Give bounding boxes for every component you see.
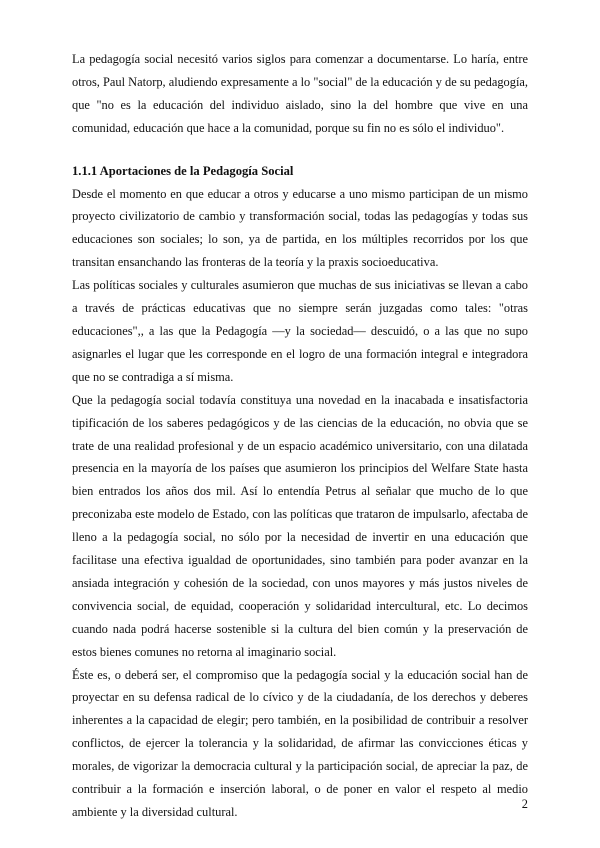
section-heading: 1.1.1 Aportaciones de la Pedagogía Social (72, 163, 294, 178)
page-number: 2 (521, 797, 528, 811)
body-paragraph-1: Desde el momento en que educar a otros y educarse a uno mismo participan de un mismo proyecto civilizatorio de cambio y transformación social, todas las pedagogías y todas sus educaciones son sociales; lo son, ya de partida, en los múltiples recorridos por los que transitan ensanchando las fronteras de la teoría y la praxis socioeducativa. (72, 186, 528, 270)
body-paragraph-3: Que la pedagogía social todavía constituya una novedad en la inacabada e insatisfactoria tipificación de los saberes pedagógicos y de las ciencias de la educación, no obvia que se trate de una realidad profesional y de un espacio académico universitario, con una dilatada presencia en la mayoría de los países que asumieron los principios del Welfare State hasta bien entrados los años dos mil. Así lo entendía Petrus al señalar que mucho de lo que preconizaba este modelo de Estado, con las políticas que trataron de impulsarlo, afectaba de lleno a la pedagogía social, no sólo por la necesidad de invertir en una educación que facilitase una efectiva igualdad de oportunidades, sino también para poder avanzar en la ansiada integración y cohesión de la sociedad, con unos mayores y más justos niveles de convivencia social, de equidad, cooperación y solidaridad intercultural, etc. Lo decimos cuando nada podrá hacerse sostenible si la cultura del bien común y la preservación de estos bienes comunes no retorna al imaginario social. (72, 392, 528, 659)
body-paragraph-2: Las políticas sociales y culturales asumieron que muchas de sus iniciativas se llevan a cabo a través de prácticas educativas que no siempre serán juzgadas como tales: "otras educaciones",, a las que la Pedagogía —y la sociedad— descuidó, o a las que no supo asignarles el lugar que les corresponde en el logro de una formación integral e integradora que no se contradiga a sí misma. (72, 278, 528, 384)
intro-paragraph: La pedagogía social necesitó varios siglos para comenzar a documentarse. Lo haría, entre otros, Paul Natorp, aludiendo expresamente a lo "social" de la educación y de su pedagogía, que "no es la educación del individuo aislado, sino la del hombre que vive en una comunidad, educación que hace a la comunidad, porque su fin no es sólo el individuo". (72, 52, 528, 135)
document-page (72, 48, 528, 824)
body-paragraph-4: Éste es, o deberá ser, el compromiso que la pedagogía social y la educación social han de proyectar en su defensa radical de lo cívico y de la ciudadanía, de los derechos y deberes inherentes a la capacidad de elegir; pero también, en la posibilidad de contribuir a resolver conflictos, de ejercer la tolerancia y la solidaridad, de afirmar las convicciones éticas y morales, de vigorizar la democracia cultural y la participación social, de apreciar la paz, de contribuir a la formación e inserción laboral, o de poner en valor el respeto al medio ambiente y la diversidad cultural. (72, 667, 528, 819)
